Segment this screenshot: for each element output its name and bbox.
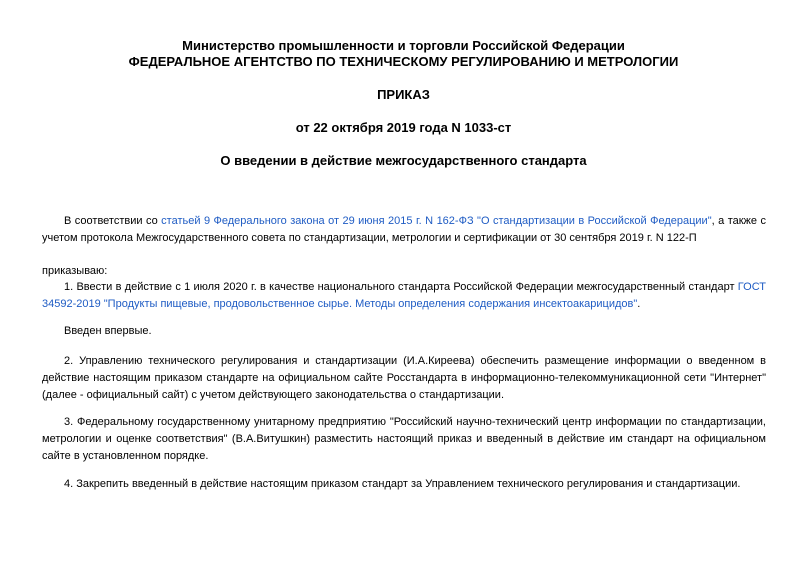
agency-heading: ФЕДЕРАЛЬНОЕ АГЕНТСТВО ПО ТЕХНИЧЕСКОМУ РЕГУЛИРОВАНИЮ И МЕТРОЛОГИИ — [128, 54, 679, 69]
order-word: приказываю: — [42, 265, 108, 277]
order-subject: О введении в действие межгосударственного стандарта — [220, 153, 587, 168]
item-1-paragraph — [42, 279, 766, 313]
gost-standard-link[interactable]: ГОСТ 34592-2019 "Продукты пищевые, продовольственное сырье. Методы определения содержания инсектоакарицидов" — [42, 281, 766, 310]
item-3-paragraph: 3. Федеральному государственному унитарному предприятию "Российский научно-технический центр информации по стандартизации, метрологии и оценке соответствия" (В.А.Витушкин) разместить настоящий приказ и введенный в действие им стандарт на официальном сайте в установленном порядке. — [42, 416, 766, 462]
law-article-link[interactable]: статьей 9 Федерального закона от 29 июня 2015 г. N 162-ФЗ "О стандартизации в Российской Федерации" — [161, 215, 712, 227]
preamble-prefix: В соответствии со — [64, 215, 162, 227]
preamble-suffix: , а также с учетом протокола Межгосударственного совета по стандартизации, метрологии и сертификации от 30 сентября 2019 г. N 122-П — [42, 215, 766, 244]
order-date-number: от 22 октября 2019 года N 1033-ст — [295, 120, 512, 135]
preamble-paragraph — [42, 213, 766, 247]
item-4-paragraph: 4. Закрепить введенный в действие настоящим приказом стандарт за Управлением технического регулирования и стандартизации. — [64, 478, 741, 490]
item-1-suffix: . — [637, 298, 641, 310]
item-1-prefix: 1. Ввести в действие с 1 июля 2020 г. в качестве национального стандарта Российской Федерации межгосударственный стандарт — [64, 281, 738, 293]
item-2-paragraph: 2. Управлению технического регулирования и стандартизации (И.А.Киреева) обеспечить размещение информации о введенном в действие настоящим приказом стандарте на официальном сайте Росстандарта в информационно-телекоммуникационной сети "Интернет" (далее - официальный сайт) с учетом действующего законодательства о стандартизации. — [42, 355, 766, 401]
introduced-note: Введен впервые. — [64, 325, 152, 337]
order-title: ПРИКАЗ — [377, 87, 430, 102]
ministry-heading: Министерство промышленности и торговли Российской Федерации — [182, 38, 625, 53]
